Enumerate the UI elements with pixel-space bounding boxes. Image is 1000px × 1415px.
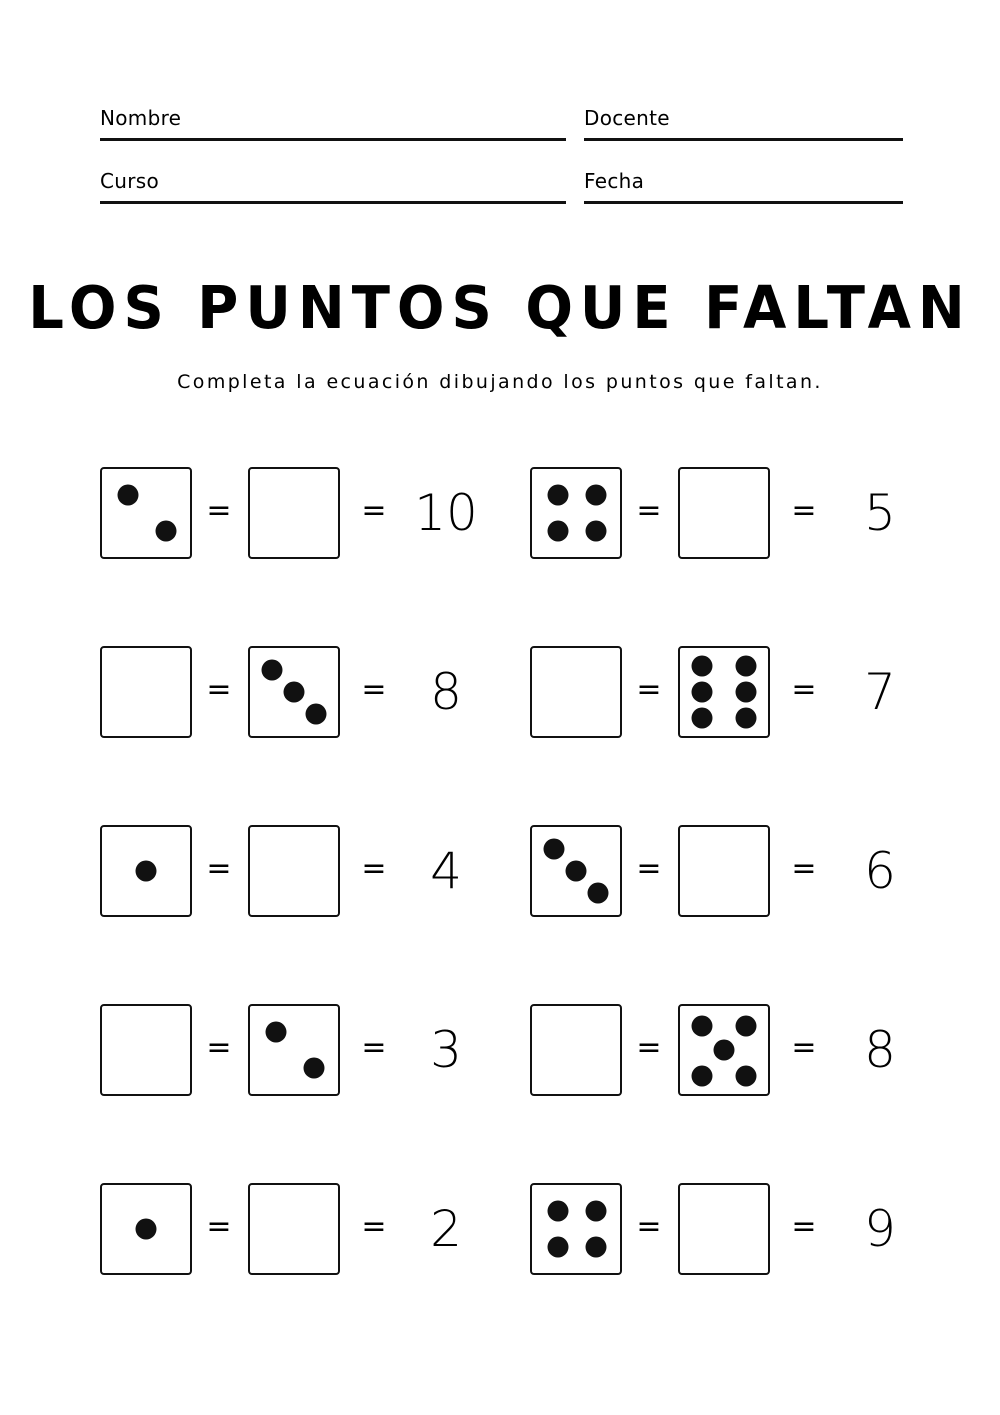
die-dot [284, 682, 305, 703]
die-dot [548, 521, 569, 542]
equals-sign: = [636, 1209, 662, 1244]
result-number: 10 [414, 484, 478, 542]
fecha-field[interactable] [584, 167, 903, 204]
dice-box [530, 825, 622, 917]
dice-box [248, 646, 340, 738]
docente-field[interactable] [584, 104, 903, 141]
die-dot [306, 704, 327, 725]
exercise-row [0, 467, 1000, 559]
blank-answer-box[interactable] [248, 825, 340, 917]
die-dot [692, 656, 713, 677]
blank-answer-box[interactable] [248, 1183, 340, 1275]
die-dot [692, 1016, 713, 1037]
equals-sign: = [206, 672, 232, 707]
equals-sign: = [206, 1209, 232, 1244]
equals-sign: = [206, 1030, 232, 1065]
die-dot [118, 485, 139, 506]
die-dot [736, 656, 757, 677]
exercise-row [0, 825, 1000, 917]
equals-sign: = [636, 851, 662, 886]
dice-box [678, 646, 770, 738]
die-dot [548, 1201, 569, 1222]
blank-answer-box[interactable] [248, 467, 340, 559]
die-dot [136, 861, 157, 882]
die-dot [588, 883, 609, 904]
curso-label: Curso [100, 169, 160, 193]
result-number: 2 [430, 1200, 462, 1258]
result-number: 8 [430, 663, 462, 721]
equals-sign: = [791, 1209, 817, 1244]
dice-box [100, 467, 192, 559]
equals-sign: = [206, 851, 232, 886]
blank-answer-box[interactable] [530, 646, 622, 738]
die-dot [736, 1066, 757, 1087]
result-number: 3 [430, 1021, 462, 1079]
result-number: 6 [864, 842, 896, 900]
blank-answer-box[interactable] [100, 646, 192, 738]
die-dot [266, 1022, 287, 1043]
exercise-row [0, 646, 1000, 738]
die-dot [692, 1066, 713, 1087]
die-dot [586, 521, 607, 542]
equals-sign: = [206, 493, 232, 528]
nombre-field[interactable] [100, 104, 566, 141]
docente-label: Docente [584, 106, 670, 130]
die-dot [714, 1040, 735, 1061]
die-dot [566, 861, 587, 882]
dice-box [678, 1004, 770, 1096]
blank-answer-box[interactable] [678, 825, 770, 917]
die-dot [304, 1058, 325, 1079]
equals-sign: = [361, 1209, 387, 1244]
curso-field[interactable] [100, 167, 566, 204]
die-dot [136, 1219, 157, 1240]
blank-answer-box[interactable] [678, 1183, 770, 1275]
equals-sign: = [361, 672, 387, 707]
blank-answer-box[interactable] [530, 1004, 622, 1096]
instructions: Completa la ecuación dibujando los puntos que faltan. [177, 371, 823, 393]
die-dot [548, 485, 569, 506]
equals-sign: = [361, 493, 387, 528]
result-number: 5 [864, 484, 896, 542]
result-number: 9 [864, 1200, 896, 1258]
die-dot [586, 1237, 607, 1258]
die-dot [736, 1016, 757, 1037]
equals-sign: = [361, 1030, 387, 1065]
equals-sign: = [636, 1030, 662, 1065]
fecha-label: Fecha [584, 169, 645, 193]
die-dot [262, 660, 283, 681]
die-dot [736, 682, 757, 703]
dice-box [530, 467, 622, 559]
blank-answer-box[interactable] [100, 1004, 192, 1096]
result-number: 7 [864, 663, 896, 721]
equals-sign: = [361, 851, 387, 886]
dice-box [100, 1183, 192, 1275]
equals-sign: = [791, 1030, 817, 1065]
page-title: LOS PUNTOS QUE FALTAN [28, 274, 972, 343]
die-dot [548, 1237, 569, 1258]
equals-sign: = [636, 493, 662, 528]
dice-box [530, 1183, 622, 1275]
die-dot [156, 521, 177, 542]
die-dot [586, 485, 607, 506]
equals-sign: = [791, 851, 817, 886]
die-dot [544, 839, 565, 860]
blank-answer-box[interactable] [678, 467, 770, 559]
die-dot [692, 708, 713, 729]
dice-box [248, 1004, 340, 1096]
die-dot [736, 708, 757, 729]
equals-sign: = [636, 672, 662, 707]
result-number: 8 [864, 1021, 896, 1079]
result-number: 4 [430, 842, 462, 900]
die-dot [586, 1201, 607, 1222]
die-dot [692, 682, 713, 703]
exercise-row [0, 1004, 1000, 1096]
equals-sign: = [791, 672, 817, 707]
dice-box [100, 825, 192, 917]
nombre-label: Nombre [100, 106, 182, 130]
equals-sign: = [791, 493, 817, 528]
exercise-row [0, 1183, 1000, 1275]
